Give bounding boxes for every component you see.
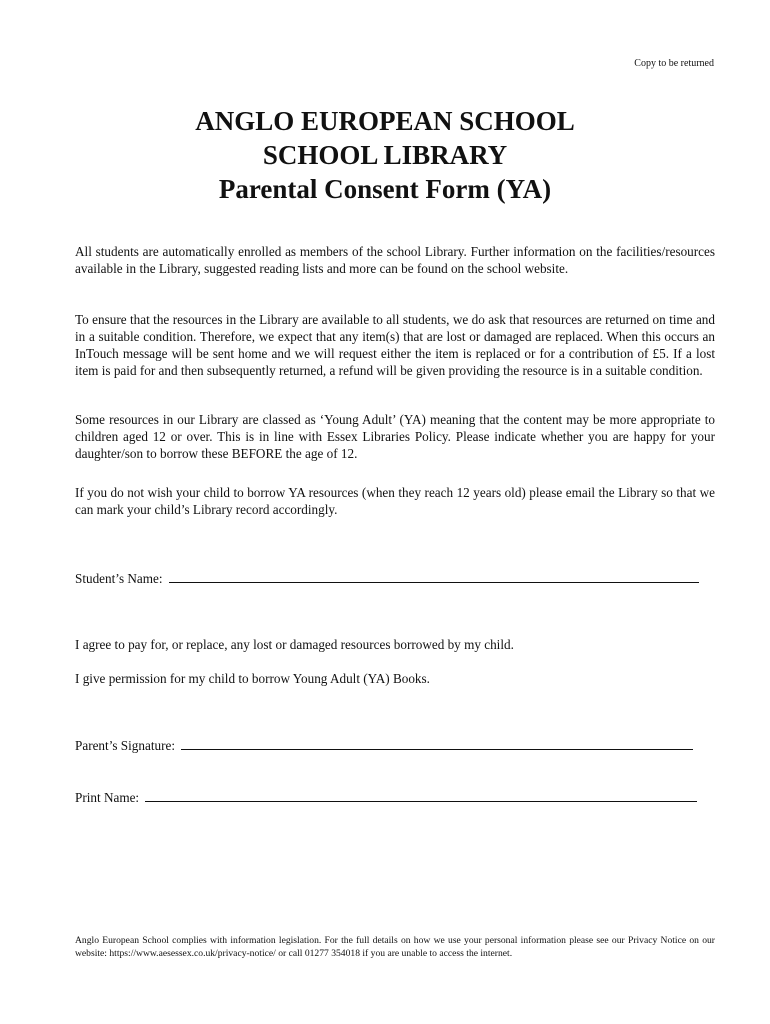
library-heading: SCHOOL LIBRARY xyxy=(262,140,508,170)
print-name-label: Print Name: xyxy=(75,790,140,805)
permission-statement: I give permission for my child to borrow Young Adult (YA) Books. xyxy=(75,671,430,686)
print-name-row xyxy=(75,789,697,806)
copy-to-be-returned-note: Copy to be returned xyxy=(634,58,714,69)
young-adult-paragraph: Some resources in our Library are classed as ‘Young Adult’ (YA) meaning that the content may be more appropriate to children aged 12 or over. This is in line with Essex Libraries Policy. Please indicate whether you are happy for your daughter/son to borrow these BEFORE the age of 12. xyxy=(75,412,715,461)
student-name-row xyxy=(75,570,699,587)
form-title: Parental Consent Form (YA) xyxy=(218,174,552,204)
intro-paragraph: All students are automatically enrolled as members of the school Library. Further information on the facilities/resources available in the Library, suggested reading lists and more can be found on the school website. xyxy=(75,244,715,276)
parent-signature-field[interactable] xyxy=(181,737,693,750)
opt-out-paragraph: If you do not wish your child to borrow YA resources (when they reach 12 years old) please email the Library so that we can mark your child’s Library record accordingly. xyxy=(75,485,715,517)
parent-signature-label: Parent’s Signature: xyxy=(75,738,175,753)
print-name-field[interactable] xyxy=(145,789,697,802)
privacy-footer: Anglo European School complies with information legislation. For the full details on how we use your personal information please see our Privacy Notice on our website: https://www.aesessex.co.uk/privacy-notice/ or call 01277 354018 if you are unable to access the internet. xyxy=(75,935,715,959)
resources-paragraph: To ensure that the resources in the Library are available to all students, we do ask that resources are returned on time and in a suitable condition. Therefore, we expect that any item(s) that are lost or damaged are replaced. When this occurs an InTouch message will be sent home and we will request either the item is replaced or for a contribution of £5. If a lost item is paid for and then subsequently returned, a refund will be given providing the resource is in a suitable condition. xyxy=(75,312,715,378)
student-name-label: Student’s Name: xyxy=(75,571,163,586)
student-name-field[interactable] xyxy=(169,570,699,583)
form-header xyxy=(0,104,770,206)
agree-pay-statement: I agree to pay for, or replace, any lost or damaged resources borrowed by my child. xyxy=(75,637,514,652)
parent-signature-row xyxy=(75,737,693,754)
school-name-heading: ANGLO EUROPEAN SCHOOL xyxy=(195,106,575,136)
